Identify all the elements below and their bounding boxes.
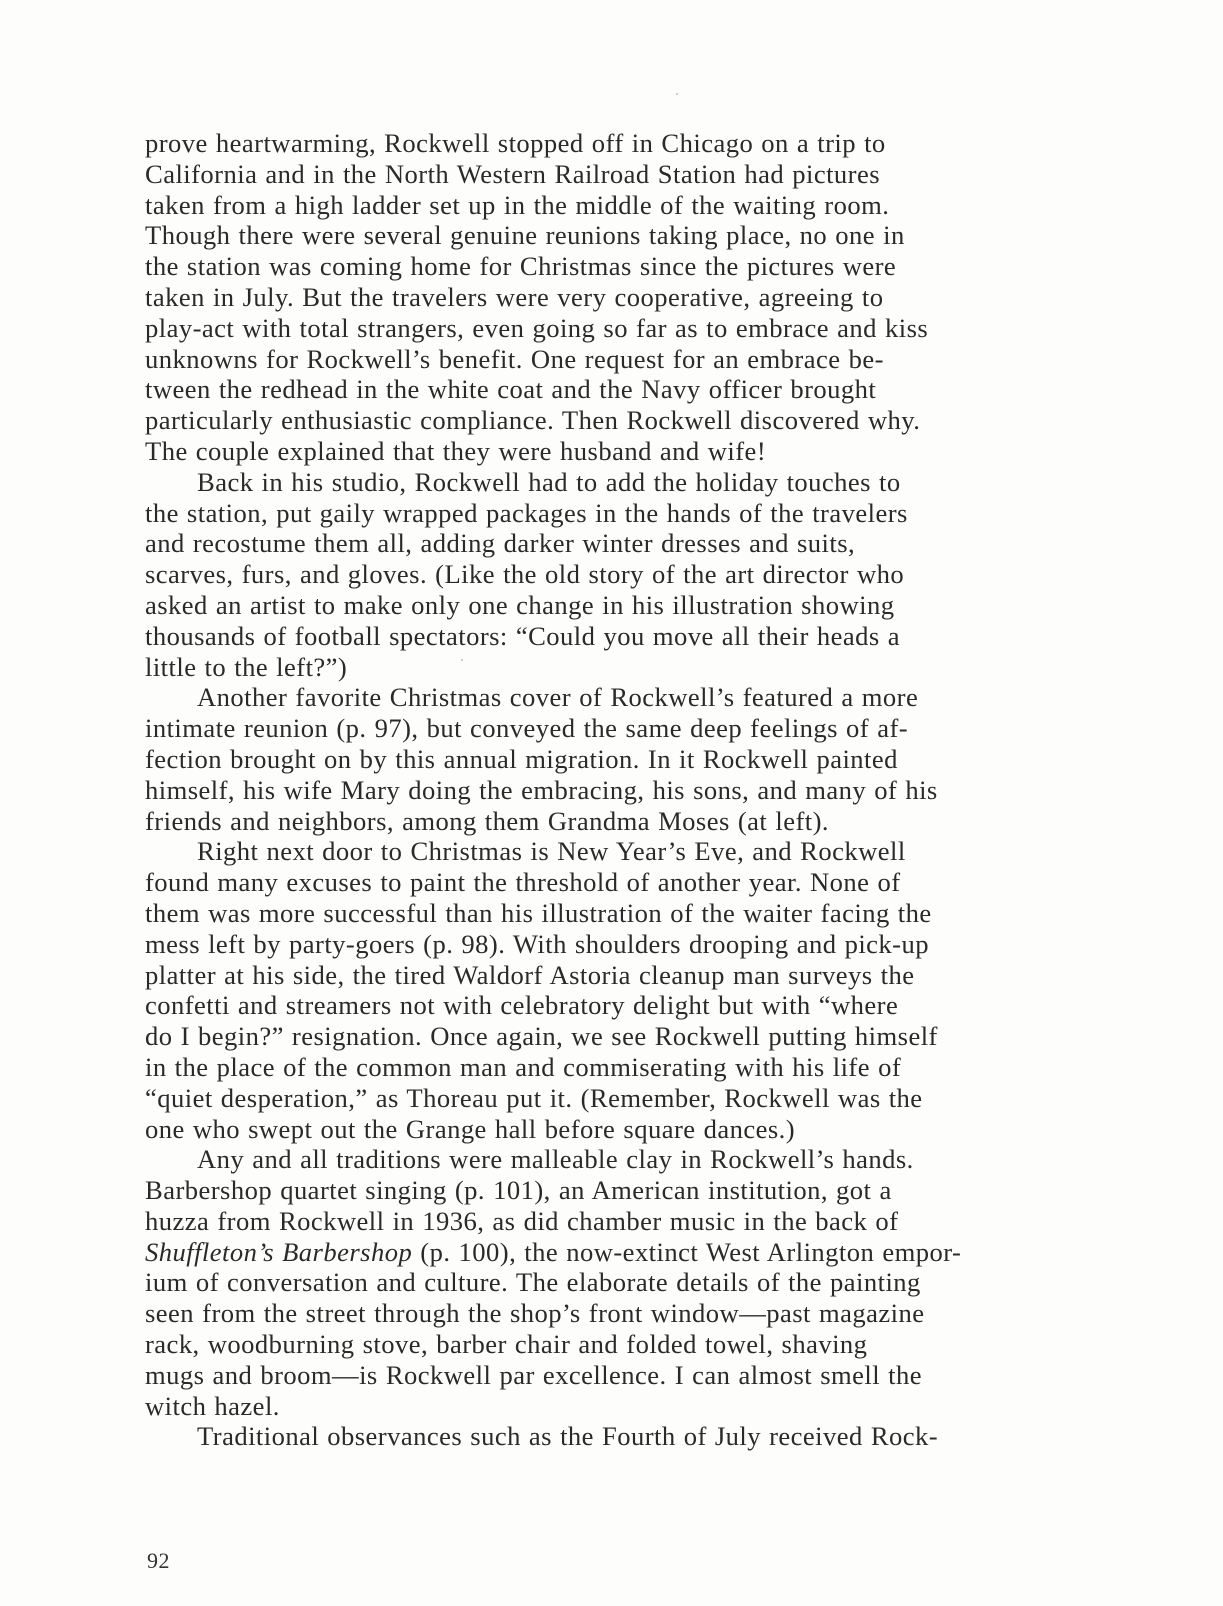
text-line: Back in his studio, Rockwell had to add the holiday touches to — [197, 466, 901, 497]
text-line: intimate reunion (p. 97), but conveyed the same deep feelings of af- — [145, 713, 909, 744]
text-line: taken from a high ladder set up in the middle of the waiting room. — [145, 189, 890, 220]
text-line: Though there were several genuine reunions taking place, no one in — [145, 220, 905, 251]
text-line: the station was coming home for Christmas since the pictures were — [145, 251, 897, 282]
text-line: fection brought on by this annual migration. In it Rockwell painted — [145, 743, 898, 774]
text-line: mess left by party-goers (p. 98). With shoulders drooping and pick-up — [145, 928, 929, 959]
text-line: play-act with total strangers, even going so far as to embrace and kiss — [145, 312, 929, 343]
text-line: taken in July. But the travelers were very cooperative, agreeing to — [145, 281, 884, 312]
text-line: do I begin?” resignation. Once again, we see Rockwell putting himself — [145, 1021, 938, 1052]
text-line: the station, put gaily wrapped packages in the hands of the travelers — [145, 497, 908, 528]
text-line: rack, woodburning stove, barber chair and folded towel, shaving — [145, 1329, 868, 1360]
text-line: tween the redhead in the white coat and the Navy officer brought — [145, 374, 877, 405]
text-line: unknowns for Rockwell’s benefit. One request for an embrace be- — [145, 343, 884, 374]
text-line: seen from the street through the shop’s front window—past magazine — [145, 1298, 925, 1329]
paragraph-2 — [145, 467, 1015, 683]
text-line: Right next door to Christmas is New Year’s Eve, and Rockwell — [197, 836, 906, 867]
paragraph-4 — [145, 836, 1015, 1144]
text-line: friends and neighbors, among them Grandma Moses (at left). — [145, 805, 829, 836]
text-line: Traditional observances such as the Fourth of July received Rock- — [197, 1421, 939, 1452]
text-line: huzza from Rockwell in 1936, as did chamber music in the back of — [145, 1205, 899, 1236]
text-line: Another favorite Christmas cover of Rockwell’s featured a more — [197, 682, 919, 713]
text-line: platter at his side, the tired Waldorf Astoria cleanup man surveys the — [145, 959, 915, 990]
text-line: Barbershop quartet singing (p. 101), an American institution, got a — [145, 1175, 892, 1206]
text-line: asked an artist to make only one change in his illustration showing — [145, 589, 895, 620]
body-text — [145, 128, 1015, 1452]
text-line: mugs and broom—is Rockwell par excellence. I can almost smell the — [145, 1359, 923, 1390]
text-line: little to the left?”) — [145, 651, 348, 682]
paper-speck — [676, 93, 678, 95]
text-line: prove heartwarming, Rockwell stopped off in Chicago on a trip to — [145, 128, 886, 158]
text-line: Any and all traditions were malleable clay in Rockwell’s hands. — [197, 1144, 914, 1175]
text-line-with-title — [145, 1237, 1015, 1268]
text-line: The couple explained that they were husband and wife! — [145, 435, 767, 466]
paragraph-3 — [145, 682, 1015, 836]
text-line: scarves, furs, and gloves. (Like the old story of the art director who — [145, 559, 905, 590]
text-line: thousands of football spectators: “Could you move all their heads a — [145, 620, 901, 651]
text-line: and recostume them all, adding darker winter dresses and suits, — [145, 528, 856, 559]
text-line: one who swept out the Grange hall before square dances.) — [145, 1113, 796, 1144]
page-number: 92 — [147, 1548, 170, 1573]
text-line: “quiet desperation,” as Thoreau put it. (Remember, Rockwell was the — [145, 1082, 923, 1113]
text-line: them was more successful than his illustration of the waiter facing the — [145, 897, 932, 928]
text-line: himself, his wife Mary doing the embracing, his sons, and many of his — [145, 774, 938, 805]
paragraph-5 — [145, 1144, 1015, 1421]
text-line: in the place of the common man and commiserating with his life of — [145, 1051, 902, 1082]
text-line: particularly enthusiastic compliance. Then Rockwell discovered why. — [145, 405, 921, 436]
text-line: found many excuses to paint the threshold of another year. None of — [145, 867, 901, 898]
text-line-rest: (p. 100), the now-extinct West Arlington empor- — [412, 1236, 962, 1267]
paragraph-6 — [145, 1421, 1015, 1452]
painting-title: Shuffleton’s Barbershop — [145, 1236, 413, 1267]
text-line: ium of conversation and culture. The elaborate details of the painting — [145, 1267, 921, 1298]
text-line: confetti and streamers not with celebratory delight but with “where — [145, 990, 899, 1021]
paragraph-1 — [145, 128, 1015, 467]
text-line: witch hazel. — [145, 1390, 280, 1421]
text-line: California and in the North Western Railroad Station had pictures — [145, 158, 881, 189]
